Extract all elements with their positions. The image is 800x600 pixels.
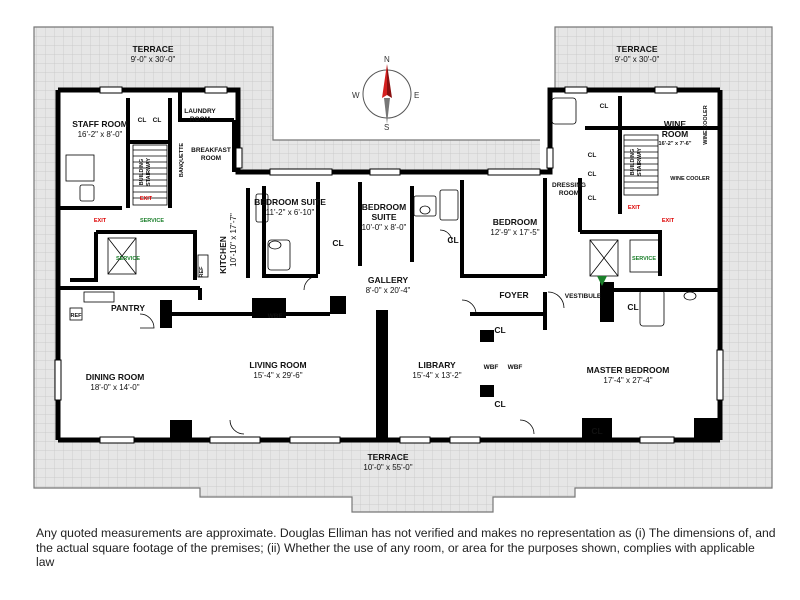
vestibule-label: VESTIBULE	[564, 293, 602, 300]
laundry-line2: ROOM	[189, 116, 211, 123]
kitchen-name: KITCHEN	[218, 236, 228, 274]
wine-cooler-vertical: WINE COOLER	[703, 105, 709, 145]
dining-room-dim: 18'-0" x 14'-0"	[90, 383, 140, 392]
service-label: SERVICE	[631, 256, 657, 262]
terrace-right-dim: 9'-0" x 30'-0"	[614, 55, 660, 64]
compass-north: N	[384, 55, 390, 64]
bedroom-name: BEDROOM	[492, 217, 538, 227]
ref-label: REF	[70, 313, 82, 319]
breakfast-line2: ROOM	[200, 155, 222, 162]
compass-south: S	[384, 123, 390, 132]
terrace-bottom-name: TERRACE	[367, 452, 409, 462]
kitchen-dim: 10'-10" x 17'-7"	[229, 213, 238, 267]
terrace-right-name: TERRACE	[616, 44, 658, 54]
dressing-line1: DRESSING	[552, 182, 586, 189]
ref-label: REF	[199, 266, 205, 278]
fireplace-label: WBF	[507, 364, 523, 371]
exit-label: EXIT	[661, 218, 675, 224]
stairway-left-line2: STAIRWAY	[146, 157, 152, 187]
fireplace-label: WBF	[483, 364, 499, 371]
gallery-name: GALLERY	[367, 275, 409, 285]
terrace-left-name: TERRACE	[132, 44, 174, 54]
closet-label: CL	[332, 238, 344, 248]
exit-label: EXIT	[627, 205, 641, 211]
terrace-bottom-dim: 10'-0" x 55'-0"	[363, 463, 413, 472]
stairway-right-line2: STAIRWAY	[637, 147, 643, 177]
service-label: SERVICE	[115, 256, 141, 262]
wine-cooler-horizontal: WINE COOLER	[670, 176, 710, 182]
closet-label: CL	[587, 195, 597, 202]
wine-room-line2: ROOM	[661, 129, 689, 139]
bedroom-suite-1-dim: 11'-2" x 6'-10"	[265, 208, 315, 217]
dining-room-name: DINING ROOM	[85, 372, 145, 382]
exit-label: EXIT	[139, 196, 153, 202]
staff-room-name: STAFF ROOM	[72, 119, 128, 129]
closet-label: CL	[599, 103, 609, 110]
library-dim: 15'-4" x 13'-2"	[412, 371, 462, 380]
closet-label: CL	[152, 117, 162, 124]
compass	[352, 55, 419, 132]
living-room-name: LIVING ROOM	[249, 360, 307, 370]
bedroom-suite-1-name: BEDROOM SUITE	[254, 197, 326, 207]
gallery-dim: 8'-0" x 20'-4"	[365, 286, 411, 295]
closet-label: CL	[447, 235, 459, 245]
master-bedroom-name: MASTER BEDROOM	[586, 365, 670, 375]
bedroom-suite-2-line2: SUITE	[371, 212, 397, 222]
bedroom-suite-2-dim: 10'-0" x 8'-0"	[361, 223, 407, 232]
closet-label: CL	[587, 171, 597, 178]
closet-label: CL	[494, 399, 506, 409]
bedroom-suite-2-line1: BEDROOM	[361, 202, 407, 212]
exit-label: EXIT	[93, 218, 107, 224]
closet-label: CL	[627, 302, 639, 312]
compass-west: W	[352, 91, 360, 100]
stairway-left-line1: BUILDING	[139, 158, 145, 186]
breakfast-line1: BREAKFAST	[191, 147, 231, 154]
dressing-line2: ROOM	[558, 190, 580, 197]
living-room-dim: 15'-4" x 29'-6"	[253, 371, 303, 380]
terrace-left-dim: 9'-0" x 30'-0"	[130, 55, 176, 64]
disclaimer-text: Any quoted measurements are approximate. Douglas Elliman has not verified and makes no representation as (i) The dimensions of, and the actual square footage of the premises; (ii) Whether the use of any room, or area for the purposes shown, complies with applicable law	[36, 526, 776, 569]
service-label: SERVICE	[139, 218, 165, 224]
compass-east: E	[414, 91, 420, 100]
master-bedroom-dim: 17'-4" x 27'-4"	[603, 376, 653, 385]
pantry-label: PANTRY	[111, 303, 145, 313]
library-name: LIBRARY	[418, 360, 456, 370]
closet-label: CL	[591, 426, 603, 436]
banquette-label: BANQUETTE	[179, 142, 185, 178]
closet-label: CL	[587, 152, 597, 159]
fireplace-label: WBF	[267, 313, 283, 320]
wine-room-line1: WINE	[663, 119, 687, 129]
stairway-right-line1: BUILDING	[630, 148, 636, 176]
closet-label: CL	[494, 325, 506, 335]
foyer-label: FOYER	[499, 290, 529, 300]
wine-room-dim: 16'-2" x 7'-6"	[658, 141, 692, 147]
closet-label: CL	[137, 117, 147, 124]
bedroom-dim: 12'-9" x 17'-5"	[490, 228, 540, 237]
laundry-line1: LAUNDRY	[184, 108, 216, 115]
staff-room-dim: 16'-2" x 8'-0"	[77, 130, 123, 139]
